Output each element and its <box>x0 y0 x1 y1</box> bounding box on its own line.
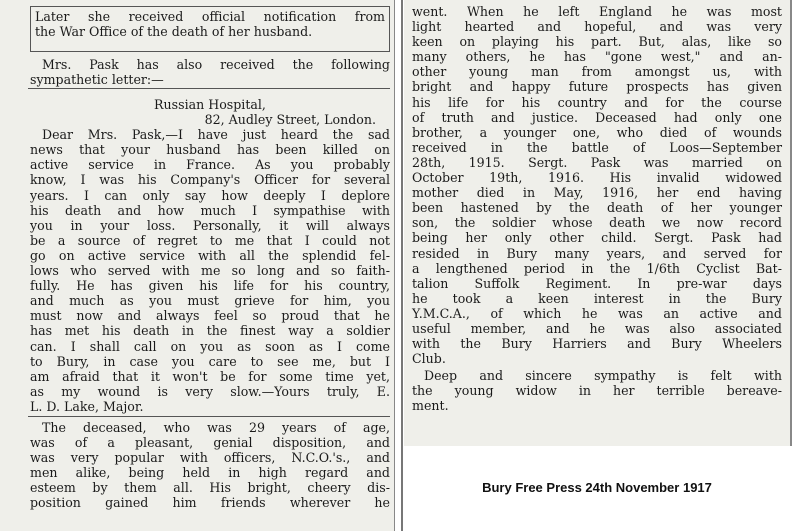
text-line: received in the battle of Loos—September <box>412 139 782 155</box>
text-line: Mrs. Pask has also received the following <box>42 57 390 72</box>
text-line: The deceased, who was 29 years of age, <box>42 420 390 435</box>
text-line: can. I shall call on you as soon as I come <box>30 338 390 354</box>
text-line: and much as you must grieve for him, you <box>30 293 390 309</box>
text-line: position gained him friends wherever he <box>30 495 390 511</box>
text-line: to Bury, in case you care to see me, but I <box>30 353 390 369</box>
text-line: as my wound is very slow.—Yours truly, E. <box>30 383 390 399</box>
text-line: the young widow in her terrible bereave- <box>412 383 782 399</box>
text-line: useful member, and he was also associated <box>412 320 782 336</box>
text-line: resided in Bury many years, and served for <box>412 245 782 261</box>
text-line: esteem by them all. His bright, cheery dis- <box>30 480 390 496</box>
text-line: Later she received official notification from <box>35 9 385 24</box>
text-line: Deep and sincere sympathy is felt with <box>424 368 782 384</box>
text-line: must now and always feel so proud that he <box>30 308 390 324</box>
text-line: know, I was his Company's Officer for several <box>30 172 390 188</box>
text-line: October 19th, 1916. His invalid widowed <box>412 170 782 186</box>
text-line: other young man from amongst us, with <box>412 64 782 80</box>
text-line: ment. <box>412 398 449 414</box>
text-line: men alike, being held in high regard and <box>30 465 390 481</box>
text-line: Dear Mrs. Pask,—I have just heard the sad <box>42 127 390 143</box>
text-line: been hastened by the death of her younger <box>412 200 782 216</box>
text-line: was of a pleasant, genial disposition, and <box>30 435 390 451</box>
text-line: he took a keen interest in the Bury <box>412 290 782 306</box>
text-line: years. I can only say how deeply I deplore <box>30 187 390 203</box>
text-line: son, the soldier whose death we now record <box>412 215 782 231</box>
letter-address-line: 82, Audley Street, London. <box>204 112 376 128</box>
column-divider <box>401 0 403 531</box>
text-line: a lengthened period in the 1/6th Cyclist Bat- <box>412 260 782 276</box>
text-line: bright and happy future prospects has given <box>412 79 782 95</box>
text-line: his life for his country and for the course <box>412 94 782 110</box>
notification-paragraph <box>30 6 390 52</box>
text-line: went. When he left England he was most <box>412 4 782 19</box>
text-line: be a source of regret to me that I could not <box>30 232 390 248</box>
text-line: light hearted and hopeful, and was very <box>412 19 782 35</box>
text-line: Y.M.C.A., of which he was an active and <box>412 305 782 321</box>
sympathy-letter <box>30 97 390 414</box>
right-clipping <box>404 0 792 446</box>
text-line: go on active service with all the splendid fel- <box>30 247 390 263</box>
text-line: has met his death in the finest way a soldier <box>30 323 390 339</box>
text-line: you in your loss. Personally, it will always <box>30 217 390 233</box>
obituary-continuation <box>412 4 782 414</box>
separator-rule <box>28 416 390 417</box>
text-line: many others, he has "gone west," and an- <box>412 49 782 65</box>
separator-rule <box>28 88 390 89</box>
text-line: active service in France. As you probably <box>30 157 390 173</box>
text-line: lows who served with me so long and so faith- <box>30 263 390 279</box>
left-clipping <box>0 0 395 531</box>
letter-address-line: Russian Hospital, <box>154 97 266 112</box>
text-line: mother died in May, 1916, her end having <box>412 185 782 201</box>
text-line: news that your husband has been killed on <box>30 142 390 158</box>
text-line: fully. He has given his life for his country, <box>30 278 390 294</box>
obituary-paragraph <box>30 420 390 511</box>
text-line: brother, a younger one, who died of wounds <box>412 124 782 140</box>
text-line: was very popular with officers, N.C.O.'s., and <box>30 450 390 466</box>
letter-intro-paragraph <box>30 57 390 87</box>
text-line: his death and how much I sympathise with <box>30 202 390 218</box>
text-line: sympathetic letter:— <box>30 72 164 88</box>
text-line: of truth and justice. Deceased had only one <box>412 109 782 125</box>
text-line: being her only other child. Sergt. Pask had <box>412 230 782 246</box>
text-line: the War Office of the death of her husband. <box>35 24 313 40</box>
source-caption: Bury Free Press 24th November 1917 <box>482 480 712 495</box>
text-line: keen on playing his part. But, alas, like so <box>412 34 782 50</box>
text-line: with the Bury Harriers and Bury Wheelers <box>412 336 782 352</box>
text-line: talion Suffolk Regiment. In pre-war days <box>412 275 782 291</box>
letter-signature: L. D. Lake, Major. <box>30 398 144 414</box>
text-line: Club. <box>412 351 446 367</box>
text-line: am afraid that it won't be for some time yet, <box>30 368 390 384</box>
text-line: 28th, 1915. Sergt. Pask was married on <box>412 154 782 170</box>
